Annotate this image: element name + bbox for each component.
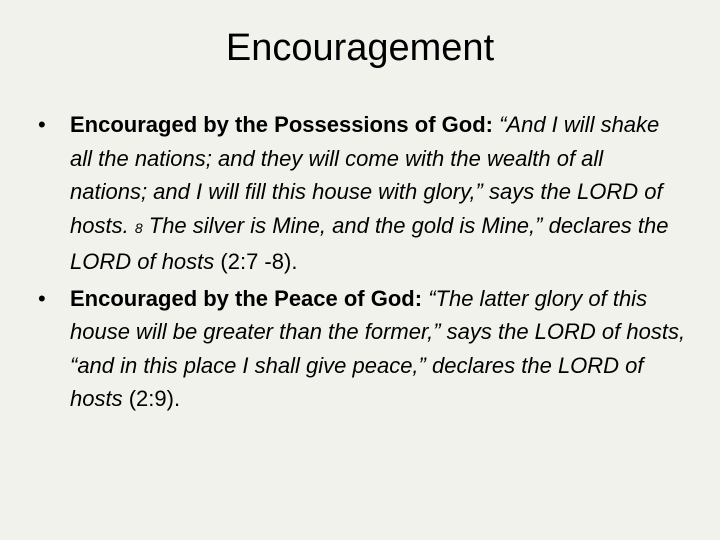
bullet-quote: “The latter glory of this house will be greater than the former,” says the LORD of hosts, “and in this place I shall give peace,” declares the LORD of hosts: [70, 285, 686, 411]
scripture-reference: (2:7 -8).: [220, 249, 298, 274]
bullet-quote-continued: The silver is Mine, and the gold is Mine,” declares the LORD of hosts: [70, 212, 669, 274]
bullet-marker: •: [38, 285, 46, 311]
slide-title: Encouragement: [225, 27, 495, 69]
bullet-item-peace: [36, 282, 686, 416]
bullet-heading: Encouraged by the Possessions of God:: [70, 112, 493, 137]
bullet-list: [36, 108, 686, 419]
bullet-marker: •: [38, 112, 46, 137]
bullet-heading: Encouraged by the Peace of God:: [70, 285, 423, 311]
verse-number: 8: [134, 219, 143, 236]
bullet-item-possessions: [36, 108, 686, 279]
scripture-reference: (2:9).: [128, 386, 181, 411]
bullet-quote: “And I will shake all the nations; and they will come with the wealth of all nations; and I will fill this house with glory,” says the LORD of hosts.: [70, 112, 663, 238]
